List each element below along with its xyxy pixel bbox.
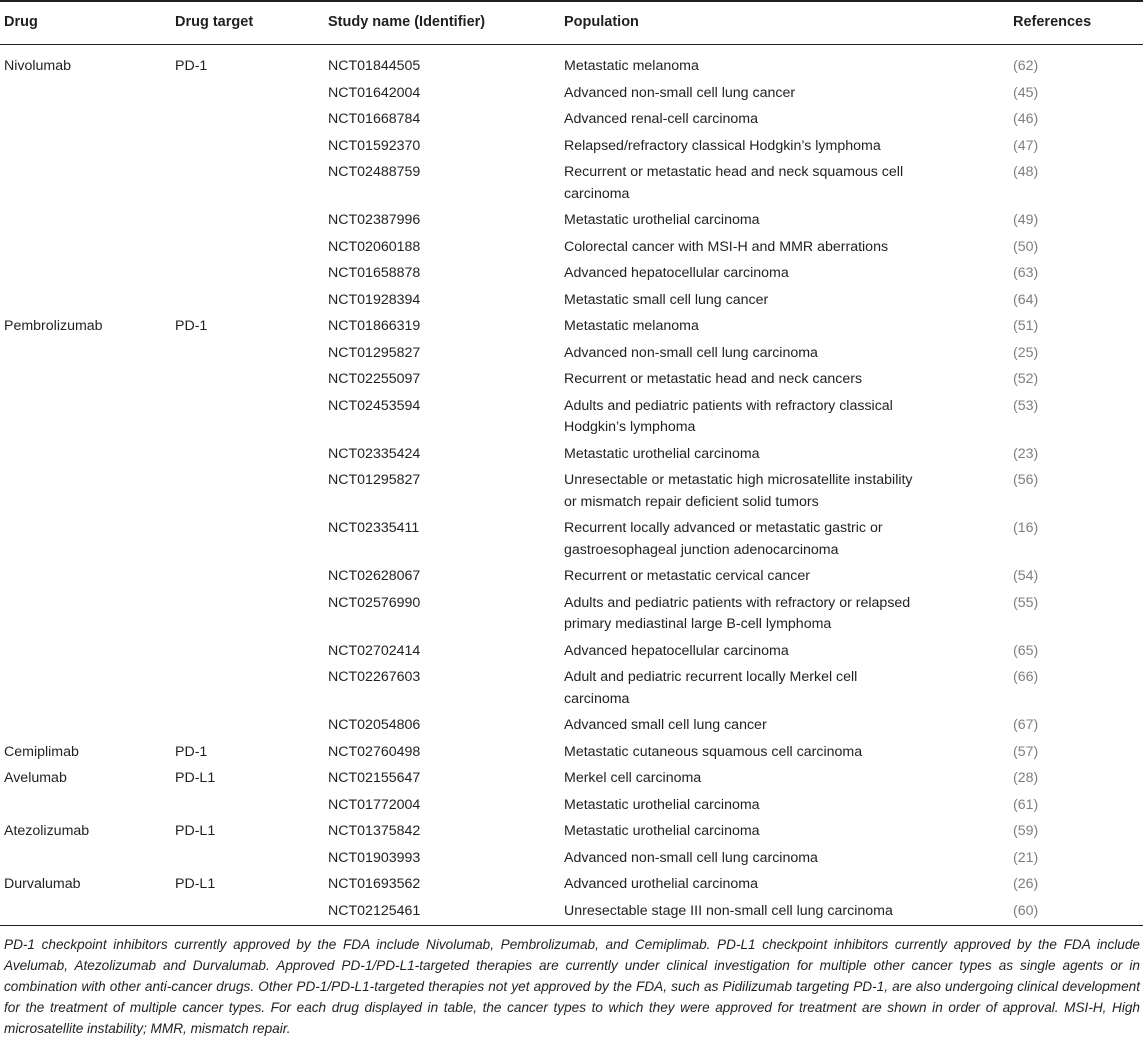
population-cell: Advanced non-small cell lung carcinoma (564, 344, 818, 361)
population-cell: Unresectable stage III non-small cell lung carcinoma (564, 902, 893, 919)
study-id-cell: NCT02060188 (328, 238, 421, 255)
reference-link[interactable]: (52) (1013, 371, 1039, 387)
population-cell: Adults and pediatric patients with refractory or relapsed (564, 594, 911, 611)
drug-cell: Atezolizumab (4, 823, 90, 839)
study-id-cell: NCT02267603 (328, 669, 421, 685)
bottom-rule (0, 925, 1143, 926)
study-id-cell: NCT01693562 (328, 876, 421, 892)
reference-link[interactable]: (46) (1013, 111, 1039, 127)
drug-cell: Avelumab (4, 770, 67, 786)
study-id-cell: NCT01642004 (328, 84, 421, 101)
reference-link[interactable]: (21) (1013, 849, 1039, 866)
reference-link[interactable]: (56) (1013, 472, 1039, 488)
study-id-cell: NCT01295827 (328, 472, 421, 488)
study-id-cell: NCT02255097 (328, 371, 421, 387)
study-id-cell: NCT02488759 (328, 164, 421, 180)
study-id-cell: NCT01658878 (328, 265, 421, 281)
study-id-cell: NCT01928394 (328, 291, 421, 308)
population-cell: Hodgkin’s lymphoma (564, 419, 696, 435)
drug-target-cell: PD-1 (175, 58, 208, 74)
drug-cell: Nivolumab (4, 58, 72, 74)
reference-link[interactable]: (51) (1013, 318, 1039, 334)
reference-link[interactable]: (65) (1013, 642, 1039, 659)
reference-link[interactable]: (60) (1013, 902, 1039, 919)
study-id-cell: NCT02760498 (328, 743, 421, 760)
study-id-cell: NCT02453594 (328, 397, 421, 414)
reference-link[interactable]: (45) (1013, 84, 1039, 101)
population-cell: Metastatic urothelial carcinoma (564, 796, 760, 813)
study-id-cell: NCT02387996 (328, 212, 421, 228)
population-cell: Unresectable or metastatic high microsatellite instability (564, 472, 913, 488)
population-cell: Advanced non-small cell lung cancer (564, 84, 796, 101)
reference-link[interactable]: (47) (1013, 137, 1039, 154)
header-population: Population (564, 14, 639, 30)
population-cell: Metastatic melanoma (564, 58, 699, 74)
drug-cell: Pembrolizumab (4, 318, 103, 334)
study-id-cell: NCT02155647 (328, 770, 421, 786)
reference-link[interactable]: (62) (1013, 58, 1039, 74)
population-cell: Relapsed/refractory classical Hodgkin’s lymphoma (564, 137, 881, 154)
population-cell: Advanced hepatocellular carcinoma (564, 642, 789, 659)
population-cell: carcinoma (564, 185, 630, 202)
study-id-cell: NCT01772004 (328, 796, 421, 813)
drug-target-cell: PD-L1 (175, 876, 216, 892)
reference-link[interactable]: (23) (1013, 445, 1039, 462)
population-cell: gastroesophageal junction adenocarcinoma (564, 541, 839, 558)
reference-link[interactable]: (59) (1013, 823, 1039, 839)
population-cell: Merkel cell carcinoma (564, 770, 702, 786)
drug-target-cell: PD-1 (175, 318, 208, 334)
study-id-cell: NCT01295827 (328, 344, 421, 361)
population-cell: Metastatic urothelial carcinoma (564, 212, 760, 228)
reference-link[interactable]: (55) (1013, 594, 1039, 611)
population-cell: Recurrent or metastatic head and neck cancers (564, 371, 863, 387)
reference-link[interactable]: (63) (1013, 265, 1039, 281)
reference-link[interactable]: (16) (1013, 520, 1039, 536)
study-id-cell: NCT02335411 (328, 520, 420, 536)
population-cell: Colorectal cancer with MSI-H and MMR aberrations (564, 238, 889, 255)
population-cell: carcinoma (564, 690, 630, 707)
population-cell: Adult and pediatric recurrent locally Merkel cell (564, 669, 858, 685)
population-cell: Metastatic cutaneous squamous cell carcinoma (564, 743, 863, 760)
population-cell: or mismatch repair deficient solid tumors (564, 493, 819, 510)
population-cell: Recurrent locally advanced or metastatic gastric or (564, 520, 883, 536)
top-rule (0, 0, 1143, 2)
reference-link[interactable]: (64) (1013, 291, 1039, 308)
reference-link[interactable]: (54) (1013, 568, 1039, 584)
header-rule (0, 44, 1143, 45)
population-cell: Metastatic urothelial carcinoma (564, 445, 760, 462)
population-cell: Adults and pediatric patients with refractory classical (564, 397, 893, 414)
reference-link[interactable]: (48) (1013, 164, 1039, 180)
study-id-cell: NCT01592370 (328, 137, 421, 154)
table-footnote: PD-1 checkpoint inhibitors currently approved by the FDA include Nivolumab, Pembrolizumab, and Cemiplimab. PD-L1 checkpoint inhibitors currently approved by the FDA include Avelumab, Atezolizumab and Durvalumab. Approved PD-1/PD-L1-targeted therapies are currently under clinical investigation for multiple other cancer types as single agents or in combination with other anti-cancer drugs. Other PD-1/PD-L1-targeted therapies not yet approved by the FDA, such as Pidilizumab targeting PD-1, are also undergoing clinical development for the treatment of multiple cancer types. For each drug displayed in table, the cancer types to which they were approved for treatment are shown in order of approval. MSI-H, High microsatellite instability; MMR, mismatch repair. (4, 937, 1140, 1036)
population-cell: Metastatic small cell lung cancer (564, 291, 769, 308)
drug-target-cell: PD-L1 (175, 823, 216, 839)
population-cell: Recurrent or metastatic cervical cancer (564, 568, 811, 584)
study-id-cell: NCT01903993 (328, 849, 421, 866)
population-cell: Advanced non-small cell lung carcinoma (564, 849, 818, 866)
population-cell: Advanced renal-cell carcinoma (564, 111, 758, 127)
reference-link[interactable]: (57) (1013, 743, 1039, 760)
header-drug-target: Drug target (175, 14, 254, 30)
population-cell: primary mediastinal large B-cell lymphoma (564, 616, 832, 632)
reference-link[interactable]: (28) (1013, 770, 1039, 786)
study-id-cell: NCT02335424 (328, 445, 421, 462)
reference-link[interactable]: (50) (1013, 238, 1039, 255)
study-id-cell: NCT02125461 (328, 902, 421, 919)
study-id-cell: NCT01866319 (328, 318, 421, 334)
reference-link[interactable]: (61) (1013, 796, 1039, 813)
header-references: References (1013, 14, 1092, 30)
population-cell: Metastatic melanoma (564, 318, 699, 334)
study-id-cell: NCT02628067 (328, 568, 421, 584)
drug-target-cell: PD-L1 (175, 770, 216, 786)
study-id-cell: NCT01668784 (328, 111, 421, 127)
drug-cell: Durvalumab (4, 876, 81, 892)
study-id-cell: NCT02702414 (328, 642, 421, 659)
study-id-cell: NCT02576990 (328, 594, 421, 611)
drug-target-cell: PD-1 (175, 743, 208, 760)
reference-link[interactable]: (66) (1013, 669, 1039, 685)
reference-link[interactable]: (25) (1013, 344, 1039, 361)
population-cell: Advanced hepatocellular carcinoma (564, 265, 789, 281)
header-study-name: Study name (Identifier) (328, 14, 486, 30)
drug-cell: Cemiplimab (4, 743, 79, 760)
reference-link[interactable]: (49) (1013, 212, 1039, 228)
reference-link[interactable]: (67) (1013, 717, 1039, 733)
header-drug: Drug (4, 14, 38, 30)
reference-link[interactable]: (26) (1013, 876, 1039, 892)
study-id-cell: NCT02054806 (328, 717, 421, 733)
population-cell: Metastatic urothelial carcinoma (564, 823, 760, 839)
population-cell: Advanced urothelial carcinoma (564, 876, 759, 892)
population-cell: Recurrent or metastatic head and neck squamous cell (564, 164, 904, 180)
reference-link[interactable]: (53) (1013, 397, 1039, 414)
population-cell: Advanced small cell lung cancer (564, 717, 767, 733)
study-id-cell: NCT01375842 (328, 823, 421, 839)
study-id-cell: NCT01844505 (328, 58, 421, 74)
